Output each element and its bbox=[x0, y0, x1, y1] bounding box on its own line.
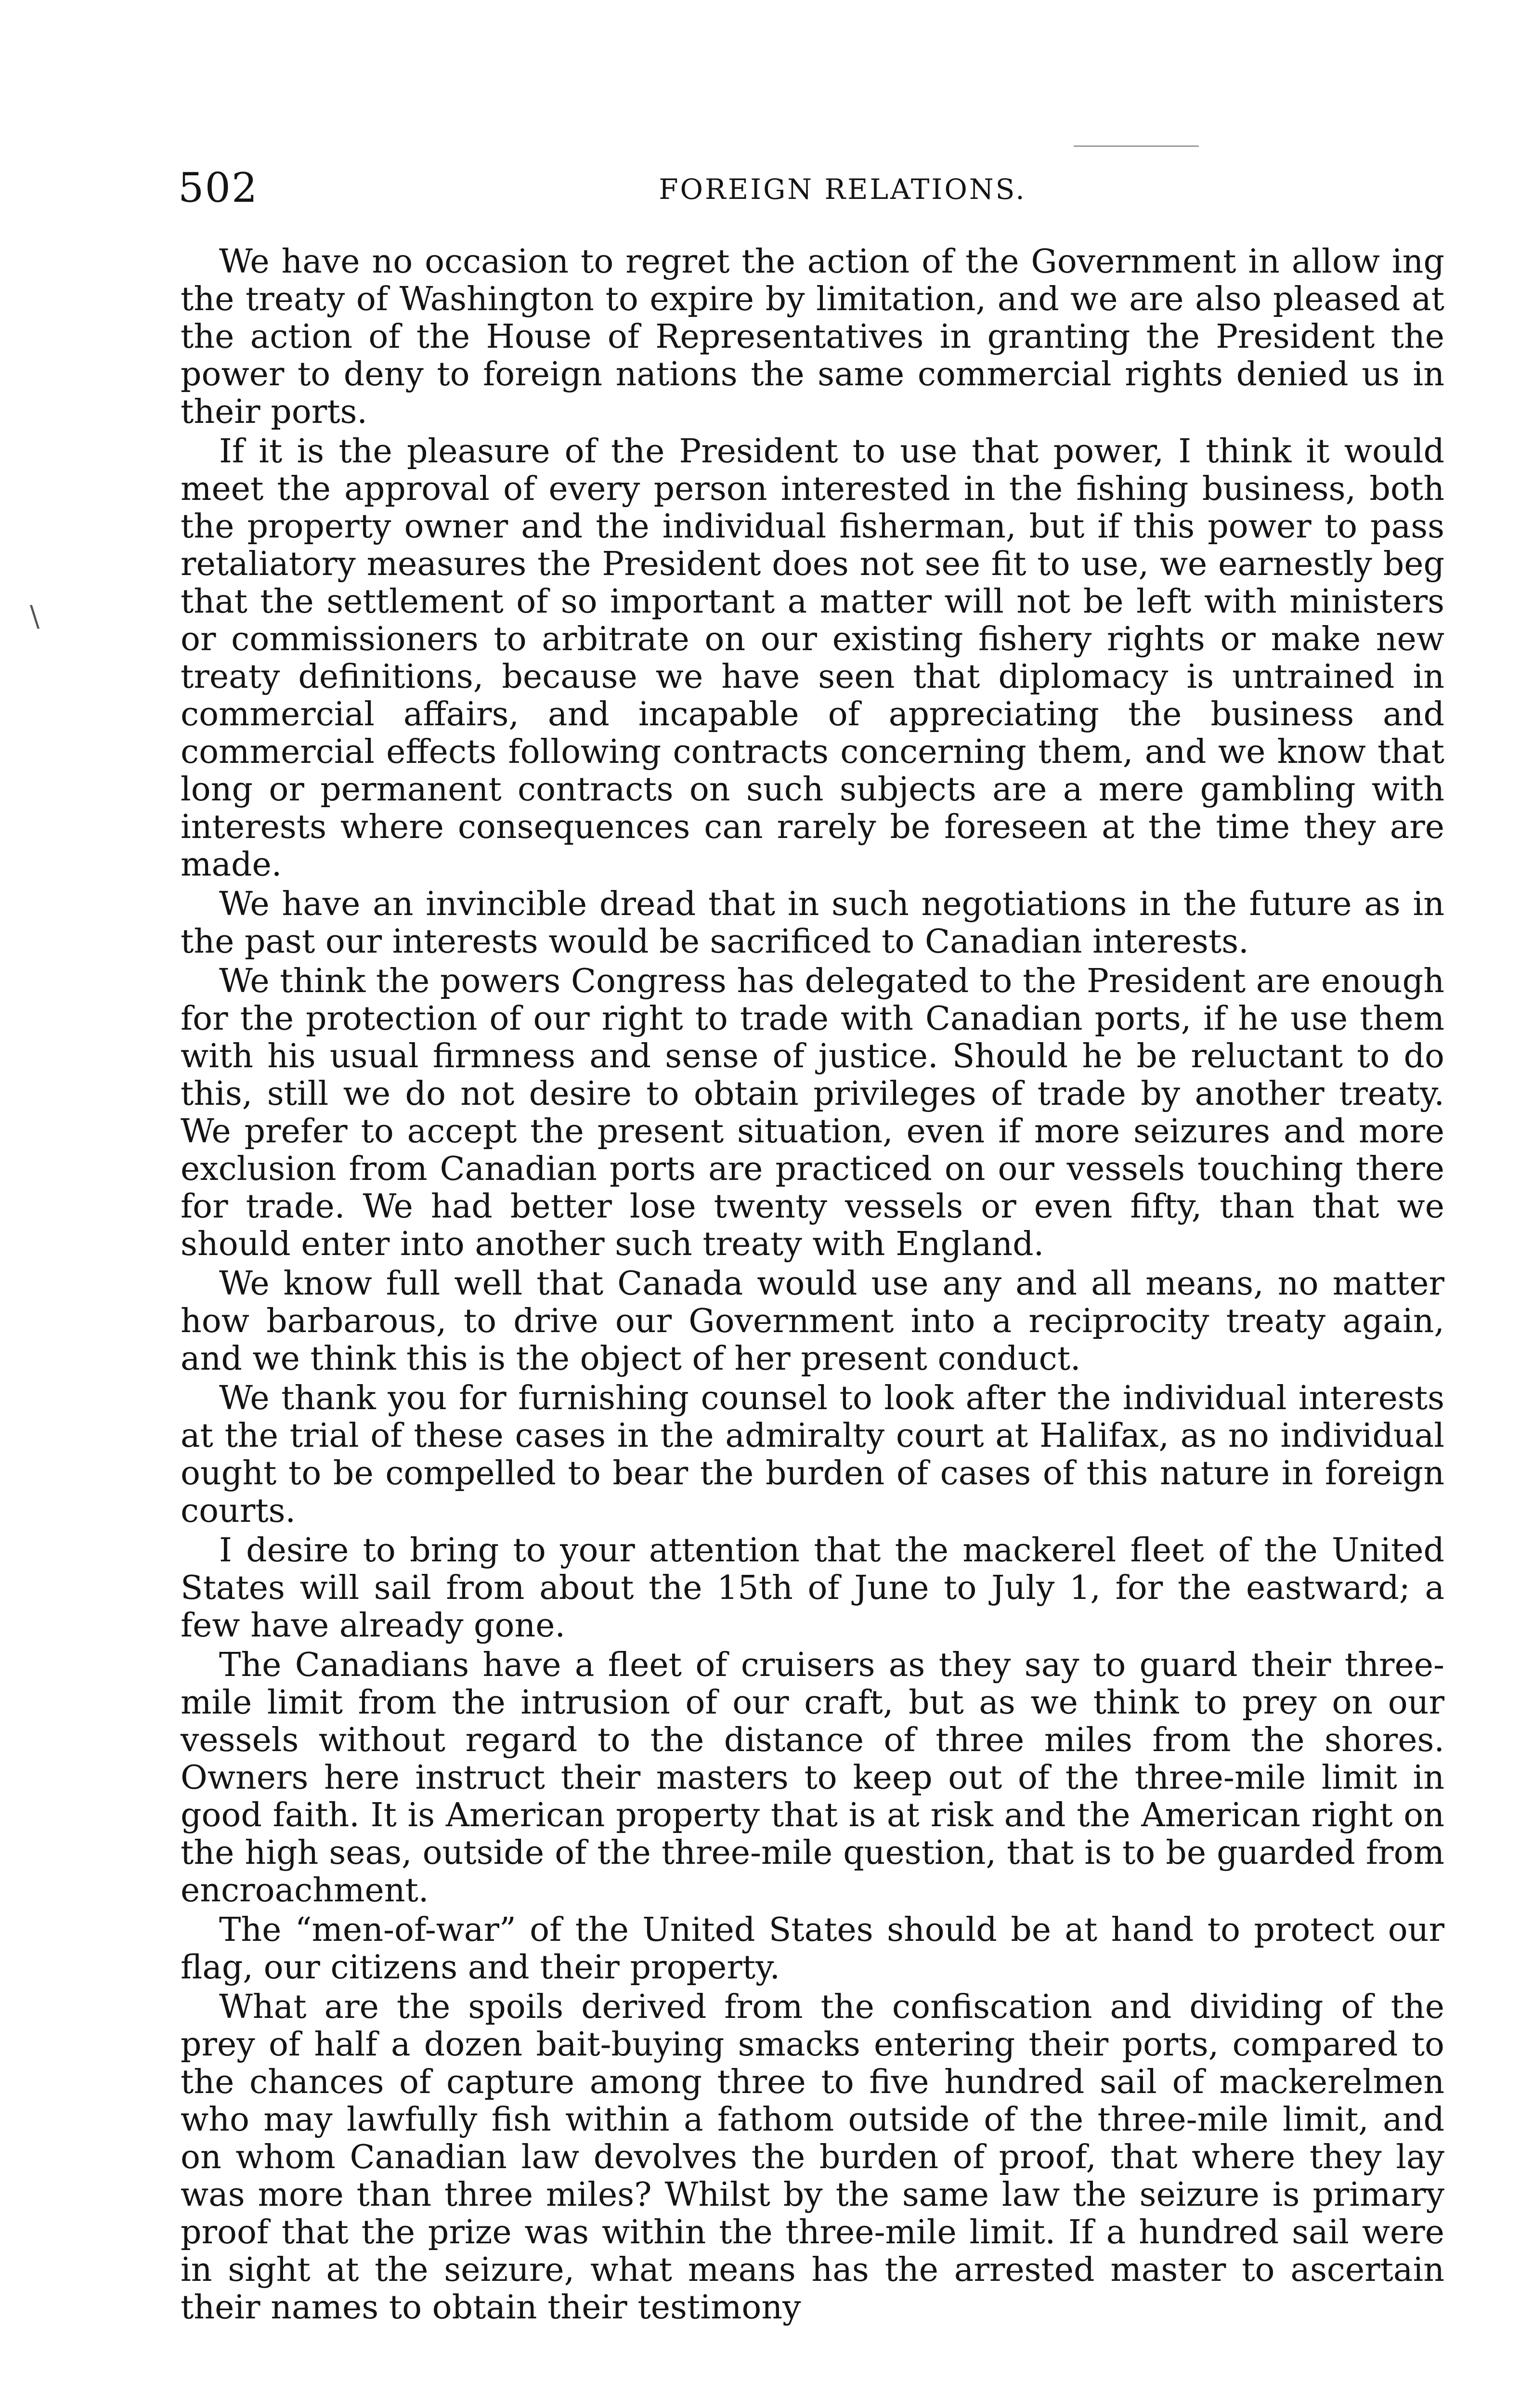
page-header bbox=[178, 164, 1449, 222]
running-head: FOREIGN RELATIONS. bbox=[659, 173, 1026, 206]
paragraph-1: We have no occasion to regret the action of the Government in allow ing the treaty of Washington to expire by limitation, and we are also pleased at the action of the House of Representatives in granting the President the power to deny to foreign nations the same commercial rights denied us in their ports. bbox=[181, 243, 1444, 431]
paragraph-5: We know full well that Canada would use any and all means, no matter how barbarous, to drive our Government into a reciprocity treaty again, and we think this is the object of her present conduct. bbox=[181, 1265, 1444, 1378]
page-number: 502 bbox=[178, 164, 259, 211]
paragraph-6: We thank you for furnishing counsel to look after the individual interests at the trial of these cases in the admiralty court at Halifax, as no individual ought to be compelled to bear the burden of cases of this nature in foreign courts. bbox=[181, 1379, 1444, 1530]
header-rule bbox=[1074, 145, 1199, 147]
paragraph-7: I desire to bring to your attention that the mackerel fleet of the United States will sail from about the 15th of June to July 1, for the eastward; a few have already gone. bbox=[181, 1531, 1444, 1645]
paragraph-2: If it is the pleasure of the President to use that power, I think it would meet the approval of every person interested in the fishing business, both the property owner and the individual fisherman, but if this power to pass retaliatory measures the President does not see fit to use, we earnestly beg that the settlement of so important a matter will not be left with ministers or commissioners to arbitrate on our existing fishery rights or make new treaty definitions, because we have seen that diplomacy is untrained in commercial affairs, and incapable of appreciating the business and commercial effects following contracts concerning them, and we know that long or permanent contracts on such subjects are a mere gambling with interests where consequences can rarely be foreseen at the time they are made. bbox=[181, 432, 1444, 884]
paragraph-8: The Canadians have a fleet of cruisers as they say to guard their three-mile limit from the intrusion of our craft, but as we think to prey on our vessels without regard to the distance of three miles from the shores. Owners here instruct their masters to keep out of the three-mile limit in good faith. It is American property that is at risk and the American right on the high seas, outside of the three-mile question, that is to be guarded from encroachment. bbox=[181, 1646, 1444, 1910]
margin-mark: \ bbox=[30, 600, 40, 633]
paragraph-3: We have an invincible dread that in such negotiations in the future as in the past our interests would be sacrificed to Canadian interests. bbox=[181, 885, 1444, 961]
paragraph-9: The “men-of-war” of the United States should be at hand to protect our flag, our citizens and their property. bbox=[181, 1911, 1444, 1987]
body-text bbox=[181, 243, 1444, 2329]
paragraph-10: What are the spoils derived from the confiscation and dividing of the prey of half a dozen bait-buying smacks entering their ports, compared to the chances of capture among three to five hundred sail of mackerelmen who may lawfully fish within a fathom outside of the three-mile limit, and on whom Canadian law devolves the burden of proof, that where they lay was more than three miles? Whilst by the same law the seizure is primary proof that the prize was within the three-mile limit. If a hundred sail were in sight at the seizure, what means has the arrested master to ascertain their names to obtain their testimony bbox=[181, 1988, 1444, 2327]
paragraph-4: We think the powers Congress has delegated to the President are enough for the protection of our right to trade with Canadian ports, if he use them with his usual firmness and sense of justice. Should he be reluctant to do this, still we do not desire to obtain privileges of trade by another treaty. We prefer to accept the present situation, even if more seizures and more exclusion from Canadian ports are practiced on our vessels touching there for trade. We had better lose twenty vessels or even fifty, than that we should enter into another such treaty with England. bbox=[181, 962, 1444, 1263]
